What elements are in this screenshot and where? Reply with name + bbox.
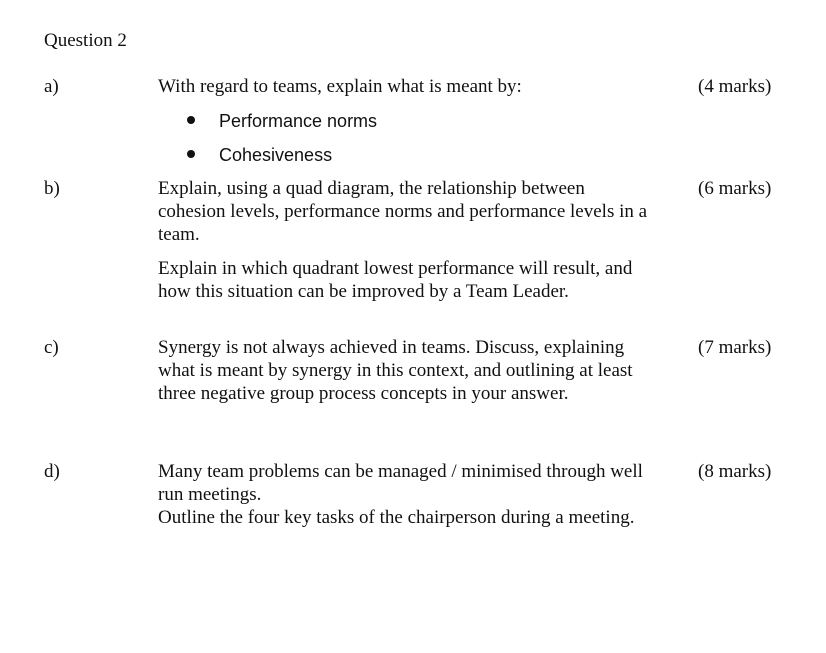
bullet-text: Performance norms (219, 111, 378, 131)
part-b-paragraph-2 (158, 257, 688, 303)
text-line: With regard to teams, explain what is meant by: (158, 76, 522, 97)
part-d-marks: (8 marks) (698, 461, 772, 482)
part-a-label: a) (44, 76, 59, 97)
part-d-label: d) (44, 461, 60, 482)
part-c-text (158, 336, 688, 405)
part-a-text (158, 75, 688, 98)
bullet-item-performance-norms (187, 110, 377, 133)
text-line: run meetings. (158, 484, 262, 505)
question-title: Question 2 (44, 30, 127, 51)
part-a-marks: (4 marks) (698, 76, 772, 97)
bullet-item-cohesiveness (187, 144, 332, 167)
text-line: what is meant by synergy in this context, and outlining at least (158, 360, 633, 381)
part-b-marks: (6 marks) (698, 178, 772, 199)
text-line: Synergy is not always achieved in teams. Discuss, explaining (158, 337, 625, 358)
text-line: Many team problems can be managed / minimised through well (158, 461, 643, 482)
bullet-icon (187, 150, 195, 158)
text-line: Explain in which quadrant lowest performance will result, and (158, 258, 633, 279)
text-line: Outline the four key tasks of the chairperson during a meeting. (158, 507, 635, 528)
bullet-text: Cohesiveness (219, 145, 333, 165)
part-d-text (158, 460, 688, 529)
text-line: Explain, using a quad diagram, the relationship between (158, 178, 585, 199)
part-c-marks: (7 marks) (698, 337, 772, 358)
text-line: team. (158, 224, 200, 245)
part-c-label: c) (44, 337, 59, 358)
text-line: how this situation can be improved by a Team Leader. (158, 281, 569, 302)
text-line: three negative group process concepts in your answer. (158, 383, 569, 404)
part-b-paragraph-1 (158, 177, 688, 246)
bullet-icon (187, 116, 195, 124)
text-line: cohesion levels, performance norms and performance levels in a (158, 201, 648, 222)
part-b-label: b) (44, 178, 60, 199)
